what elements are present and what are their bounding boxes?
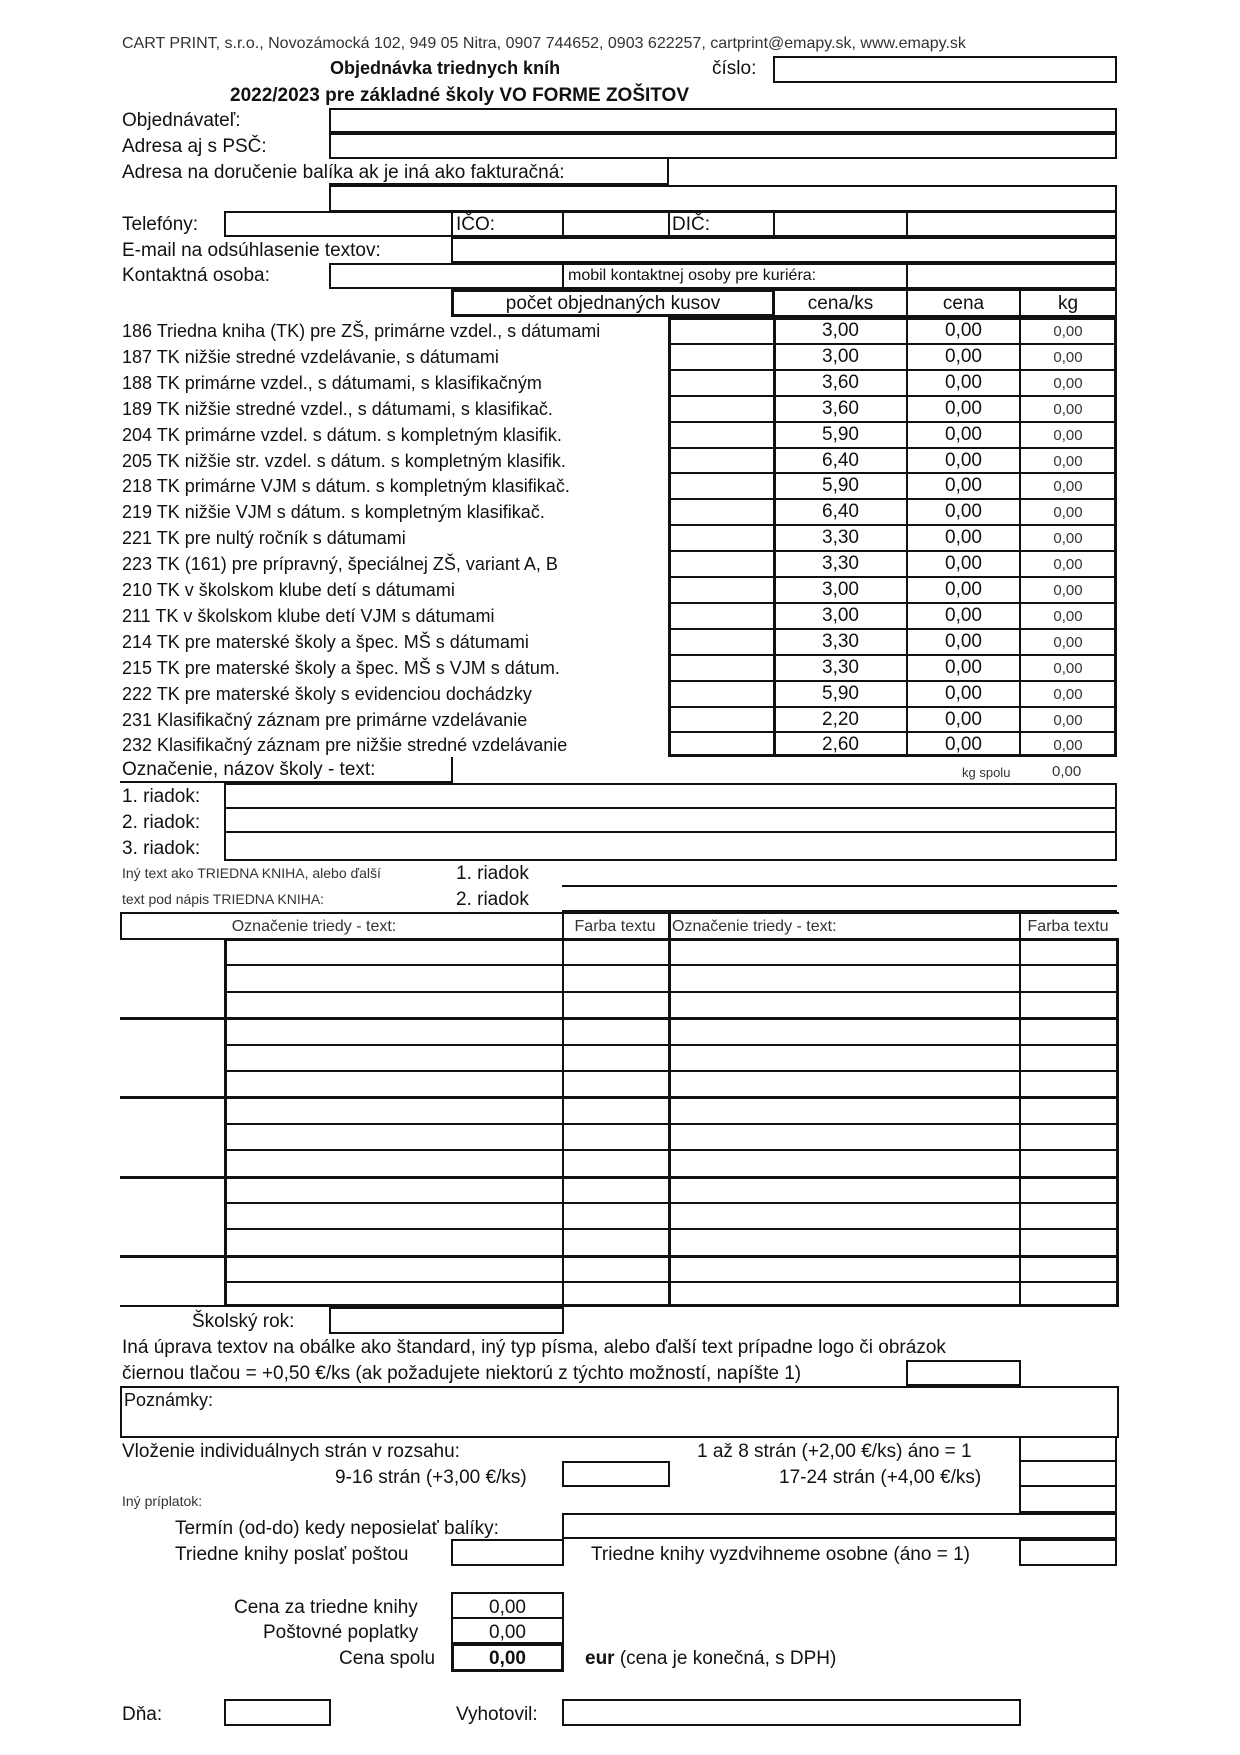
class-table-cell[interactable] [1021,966,1117,988]
product-name: 222 TK pre materské školy s evidenciou dochádzky [122,683,532,704]
product-quantity-field[interactable] [671,604,771,626]
class-table-cell[interactable] [671,1204,1019,1226]
class-header-2: Označenie triedy - text: [672,918,837,935]
product-kg: 0,00 [1053,737,1083,755]
termin-field[interactable] [562,1513,1117,1539]
strany-1-8-label: 1 až 8 strán (+2,00 €/ks) áno = 1 [697,1441,972,1462]
product-quantity-field[interactable] [671,682,771,704]
class-header-1: Označenie triedy - text: [231,918,397,935]
postovne-value: 0,00 [489,1622,526,1643]
class-table-cell[interactable] [671,1257,1019,1279]
other-r1-field[interactable] [562,859,1117,887]
email-field[interactable] [451,237,1117,263]
strany-17-24-label: 17-24 strán (+4,00 €/ks) [779,1467,982,1488]
product-name: 231 Klasifikačný záznam pre primárne vzdelávanie [122,709,528,730]
class-table-cell[interactable] [1021,1283,1117,1305]
product-total: 0,00 [945,449,982,471]
school-label-box [120,757,453,783]
dorucenie-label: Adresa na doručenie balíka ak je iná ako fakturačná: [122,162,565,183]
product-kg: 0,00 [1053,659,1083,677]
class-table-cell[interactable] [671,1230,1019,1252]
class-table-cell[interactable] [226,940,562,962]
ico-field[interactable] [562,211,670,237]
product-price: 3,30 [822,656,859,678]
product-quantity-field[interactable] [671,345,771,367]
product-total: 0,00 [945,397,982,419]
product-name: 186 Triedna kniha (TK) pre ZŠ, primárne vzdel., s dátumami [122,321,601,341]
product-price: 3,00 [822,604,859,626]
class-table-cell[interactable] [1021,940,1117,962]
product-kg: 0,00 [1053,711,1083,729]
class-table-cell[interactable] [226,1125,562,1147]
product-quantity-field[interactable] [671,578,771,600]
product-name: 219 TK nižšie VJM s dátum. s kompletným klasifikač. [122,502,545,523]
other-text-note2: text pod nápis TRIEDNA KNIHA: [122,891,325,907]
objednavatel-label: Objednávateľ: [122,110,241,131]
product-kg: 0,00 [1053,607,1083,625]
product-name: 204 TK primárne vzdel. s dátum. s kompletným klasifik. [122,424,562,445]
other-r2-label: 2. riadok [456,889,529,910]
class-table-cell[interactable] [671,1098,1019,1120]
mobil-label: mobil kontaktnej osoby pre kuriéra: [568,267,817,284]
poznamky-label: Poznámky: [124,1390,214,1410]
class-table-cell[interactable] [564,1125,668,1147]
product-quantity-field[interactable] [671,708,771,730]
vlozenie-label: Vloženie individuálnych strán v rozsahu: [122,1441,460,1462]
cena-tk-label: Cena za triedne knihy [234,1597,418,1618]
class-table-cell[interactable] [564,1283,668,1305]
class-table-cell[interactable] [564,1230,668,1252]
product-name: 210 TK v školskom klube detí s dátumami [122,580,455,600]
product-kg: 0,00 [1053,400,1083,418]
product-quantity-field[interactable] [671,630,771,652]
product-name: 214 TK pre materské školy a špec. MŠ s dátumami [122,631,529,652]
osobne-label: Triedne knihy vyzdvihneme osobne (áno = 1) [591,1544,970,1565]
strany-9-16-field[interactable] [562,1461,670,1487]
class-table-cell[interactable] [671,966,1019,988]
product-total: 0,00 [945,371,982,393]
riadok1-label: 1. riadok: [122,786,201,807]
dorucenie-underline [329,159,669,185]
postovne-label: Poštovné poplatky [263,1622,419,1643]
ina-uprava-text2: čiernou tlačou = +0,50 €/ks (ak požadujete niektorú z týchto možností, napíšte 1) [122,1363,802,1384]
product-total: 0,00 [945,604,982,626]
product-quantity-field[interactable] [671,474,771,496]
class-table-cell[interactable] [226,993,562,1015]
class-table-cell[interactable] [671,1151,1019,1173]
class-table-cell[interactable] [1021,1125,1117,1147]
farba-header-1: Farba textu [574,918,656,935]
class-table-cell[interactable] [564,1072,668,1094]
product-quantity-field[interactable] [671,423,771,445]
dna-field[interactable] [224,1699,331,1726]
product-total: 0,00 [945,423,982,445]
product-kg: 0,00 [1053,633,1083,651]
eur-note-text: (cena je konečná, s DPH) [614,1648,837,1669]
product-price: 6,40 [822,501,859,523]
mobil-field[interactable] [906,263,1117,289]
iny-priplatok-field[interactable] [1019,1485,1117,1513]
class-table-cell[interactable] [1021,1257,1117,1279]
class-table-cell[interactable] [226,1046,562,1068]
termin-label: Termín (od-do) kedy neposielať balíky: [175,1518,499,1539]
class-table-cell[interactable] [226,1230,562,1252]
class-table-cell[interactable] [226,1072,562,1094]
product-total: 0,00 [945,656,982,678]
iny-priplatok-label: Iný príplatok: [122,1493,203,1509]
vyhotovil-label: Vyhotovil: [456,1704,538,1725]
class-table-cell[interactable] [226,1019,562,1041]
product-name: 189 TK nižšie stredné vzdel., s dátumami, s klasifikač. [122,398,553,419]
product-quantity-field[interactable] [671,319,771,341]
form-subtitle: 2022/2023 pre základné školy VO FORME ZOŠITOV [230,85,690,106]
class-table-cell[interactable] [226,1151,562,1173]
pocet-header: počet objednaných kusov [505,293,721,314]
ico-label: IČO: [456,214,496,235]
class-table-cell[interactable] [564,966,668,988]
ina-uprava-field[interactable] [906,1360,1021,1386]
class-table-cell[interactable] [564,940,668,962]
form-title: Objednávka triednych kníh [330,58,561,78]
product-kg: 0,00 [1053,582,1083,599]
product-kg: 0,00 [1053,452,1083,470]
product-kg: 0,00 [1053,504,1083,522]
class-table-cell[interactable] [564,1178,668,1200]
school-label: Označenie, názov školy - text: [122,759,376,780]
dna-label: Dňa: [122,1704,163,1725]
product-quantity-field[interactable] [671,449,771,471]
product-total: 0,00 [945,579,982,600]
class-table-cell[interactable] [671,1046,1019,1068]
product-name: 205 TK nižšie str. vzdel. s dátum. s kompletným klasifik. [122,450,566,471]
product-quantity-field[interactable] [671,552,771,574]
product-quantity-field[interactable] [671,733,771,755]
postou-label: Triedne knihy poslať poštou [175,1544,409,1565]
kg-spolu-label: kg spolu [962,765,1011,780]
product-name: 187 TK nižšie stredné vzdelávanie, s dátumami [122,346,499,367]
cena-tk-value: 0,00 [489,1597,526,1618]
class-table-cell[interactable] [1021,1151,1117,1173]
product-name: 211 TK v školskom klube detí VJM s dátumami [122,605,495,626]
product-name: 218 TK primárne VJM s dátum. s kompletným klasifikač. [122,476,570,497]
strany-1-8-field[interactable] [1019,1438,1117,1462]
class-table-cell[interactable] [671,1125,1019,1147]
product-price: 2,60 [822,734,859,756]
telefony-field[interactable] [224,211,453,237]
product-name: 221 TK pre nultý ročník s dátumami [122,528,406,549]
product-kg: 0,00 [1053,530,1083,548]
objednavatel-field[interactable] [329,108,1117,133]
dic-field[interactable] [773,211,908,237]
product-price: 3,30 [822,527,859,549]
product-price: 3,60 [822,397,859,419]
class-table-cell[interactable] [671,1072,1019,1094]
product-total: 0,00 [945,553,982,575]
kg-header: kg [1057,293,1079,314]
class-table-cell[interactable] [1021,993,1117,1015]
class-table-cell[interactable] [564,1019,668,1041]
product-total: 0,00 [945,630,982,652]
class-table-cell[interactable] [1021,1204,1117,1226]
product-kg: 0,00 [1053,374,1083,392]
kg-spolu-value: 0,00 [1052,763,1082,780]
class-table-cell[interactable] [226,1283,562,1305]
product-name: 232 Klasifikačný záznam pre nižšie stredné vzdelávanie [122,735,568,756]
postou-field[interactable] [451,1539,564,1566]
class-table-cell[interactable] [671,1283,1019,1305]
riadok2-field[interactable] [224,807,1117,833]
cislo-field[interactable] [773,56,1117,83]
product-total: 0,00 [945,708,982,730]
strany-17-24-field[interactable] [1019,1460,1117,1487]
product-price: 3,60 [822,371,859,393]
skolsky-rok-label: Školský rok: [192,1311,295,1332]
ina-uprava-text1: Iná úprava textov na obálke ako štandard, iný typ písma, alebo ďalší text prípadne logo či obrázok [122,1337,946,1358]
class-table-cell[interactable] [226,1204,562,1226]
riadok1-field[interactable] [224,783,1117,809]
product-quantity-field[interactable] [671,500,771,522]
eur-currency: eur [585,1648,615,1669]
product-total: 0,00 [945,320,982,341]
dorucenie-field[interactable] [329,185,1117,212]
product-quantity-field[interactable] [671,397,771,419]
product-total: 0,00 [945,734,982,756]
other-text-note1: Iný text ako TRIEDNA KNIHA, alebo ďalší [122,865,381,881]
product-price: 3,30 [822,553,859,575]
product-total: 0,00 [945,345,982,367]
product-price: 3,00 [822,320,859,341]
class-table-cell[interactable] [1021,1046,1117,1068]
class-table-cell[interactable] [564,1098,668,1120]
telefony-label: Telefóny: [122,214,199,235]
adresa-label: Adresa aj s PSČ: [122,136,267,157]
dic-label: DIČ: [672,214,710,235]
product-total: 0,00 [945,527,982,549]
product-quantity-field[interactable] [671,526,771,548]
kontaktna-label: Kontaktná osoba: [122,265,270,286]
product-price: 5,90 [822,475,859,497]
dic-extra-field[interactable] [906,211,1117,237]
product-total: 0,00 [945,475,982,497]
product-kg: 0,00 [1053,348,1083,366]
class-table-cell[interactable] [564,993,668,1015]
product-price: 5,90 [822,682,859,704]
class-table-cell[interactable] [226,1098,562,1120]
class-table-cell[interactable] [1021,1072,1117,1094]
strany-9-16-label: 9-16 strán (+3,00 €/ks) [335,1467,527,1488]
product-total: 0,00 [945,682,982,704]
email-label: E-mail na odsúhlasenie textov: [122,240,381,261]
class-table-cell[interactable] [226,1178,562,1200]
cislo-label: číslo: [712,58,757,79]
product-quantity-field[interactable] [671,371,771,393]
class-table-cell[interactable] [226,966,562,988]
kontaktna-field[interactable] [329,263,564,289]
farba-header-2: Farba textu [1027,918,1109,935]
vyhotovil-field[interactable] [562,1699,1021,1726]
class-table-cell[interactable] [671,993,1019,1015]
class-table-cell[interactable] [564,1204,668,1226]
poznamky-field[interactable] [120,1386,1119,1438]
product-quantity-field[interactable] [671,656,771,678]
osobne-field[interactable] [1019,1539,1117,1566]
class-table-cell[interactable] [564,1257,668,1279]
product-price: 5,90 [822,423,859,445]
cena-header: cena [942,293,985,314]
product-price: 2,20 [822,708,859,730]
eur-note [585,1649,836,1668]
product-price: 6,40 [822,449,859,471]
product-price: 3,30 [822,630,859,652]
skolsky-rok-field[interactable] [329,1307,564,1334]
class-table-cell[interactable] [564,1046,668,1068]
product-kg: 0,00 [1053,323,1083,340]
class-table-cell[interactable] [564,1151,668,1173]
riadok2-label: 2. riadok: [122,812,201,833]
cena-ks-header: cena/ks [807,293,874,314]
product-kg: 0,00 [1053,556,1083,574]
class-table-cell[interactable] [671,940,1019,962]
product-name: 215 TK pre materské školy a špec. MŠ s VJM s dátum. [122,657,560,678]
product-price: 3,00 [822,345,859,367]
spolu-value: 0,00 [489,1648,526,1669]
product-name: 223 TK (161) pre prípravný, špeciálnej ZŠ, variant A, B [122,554,558,575]
product-price: 3,00 [822,579,859,600]
spolu-label: Cena spolu [339,1648,436,1669]
product-kg: 0,00 [1053,685,1083,703]
other-r1-label: 1. riadok [456,863,529,884]
adresa-field[interactable] [329,133,1117,159]
class-table-cell[interactable] [1021,1019,1117,1041]
product-kg: 0,00 [1053,478,1083,496]
class-table-cell[interactable] [671,1019,1019,1041]
product-total: 0,00 [945,501,982,523]
riadok3-field[interactable] [224,831,1117,861]
class-table-cell[interactable] [1021,1230,1117,1252]
class-table-cell[interactable] [671,1178,1019,1200]
class-table-cell[interactable] [1021,1178,1117,1200]
class-table-cell[interactable] [1021,1098,1117,1120]
class-table-cell[interactable] [226,1257,562,1279]
product-kg: 0,00 [1053,426,1083,444]
company-info: CART PRINT, s.r.o., Novozámocká 102, 949 05 Nitra, 0907 744652, 0903 622257, cartprint@emapy.sk, www.emapy.sk [122,35,966,52]
riadok3-label: 3. riadok: [122,838,201,859]
product-name: 188 TK primárne vzdel., s dátumami, s klasifikačným [122,372,542,393]
